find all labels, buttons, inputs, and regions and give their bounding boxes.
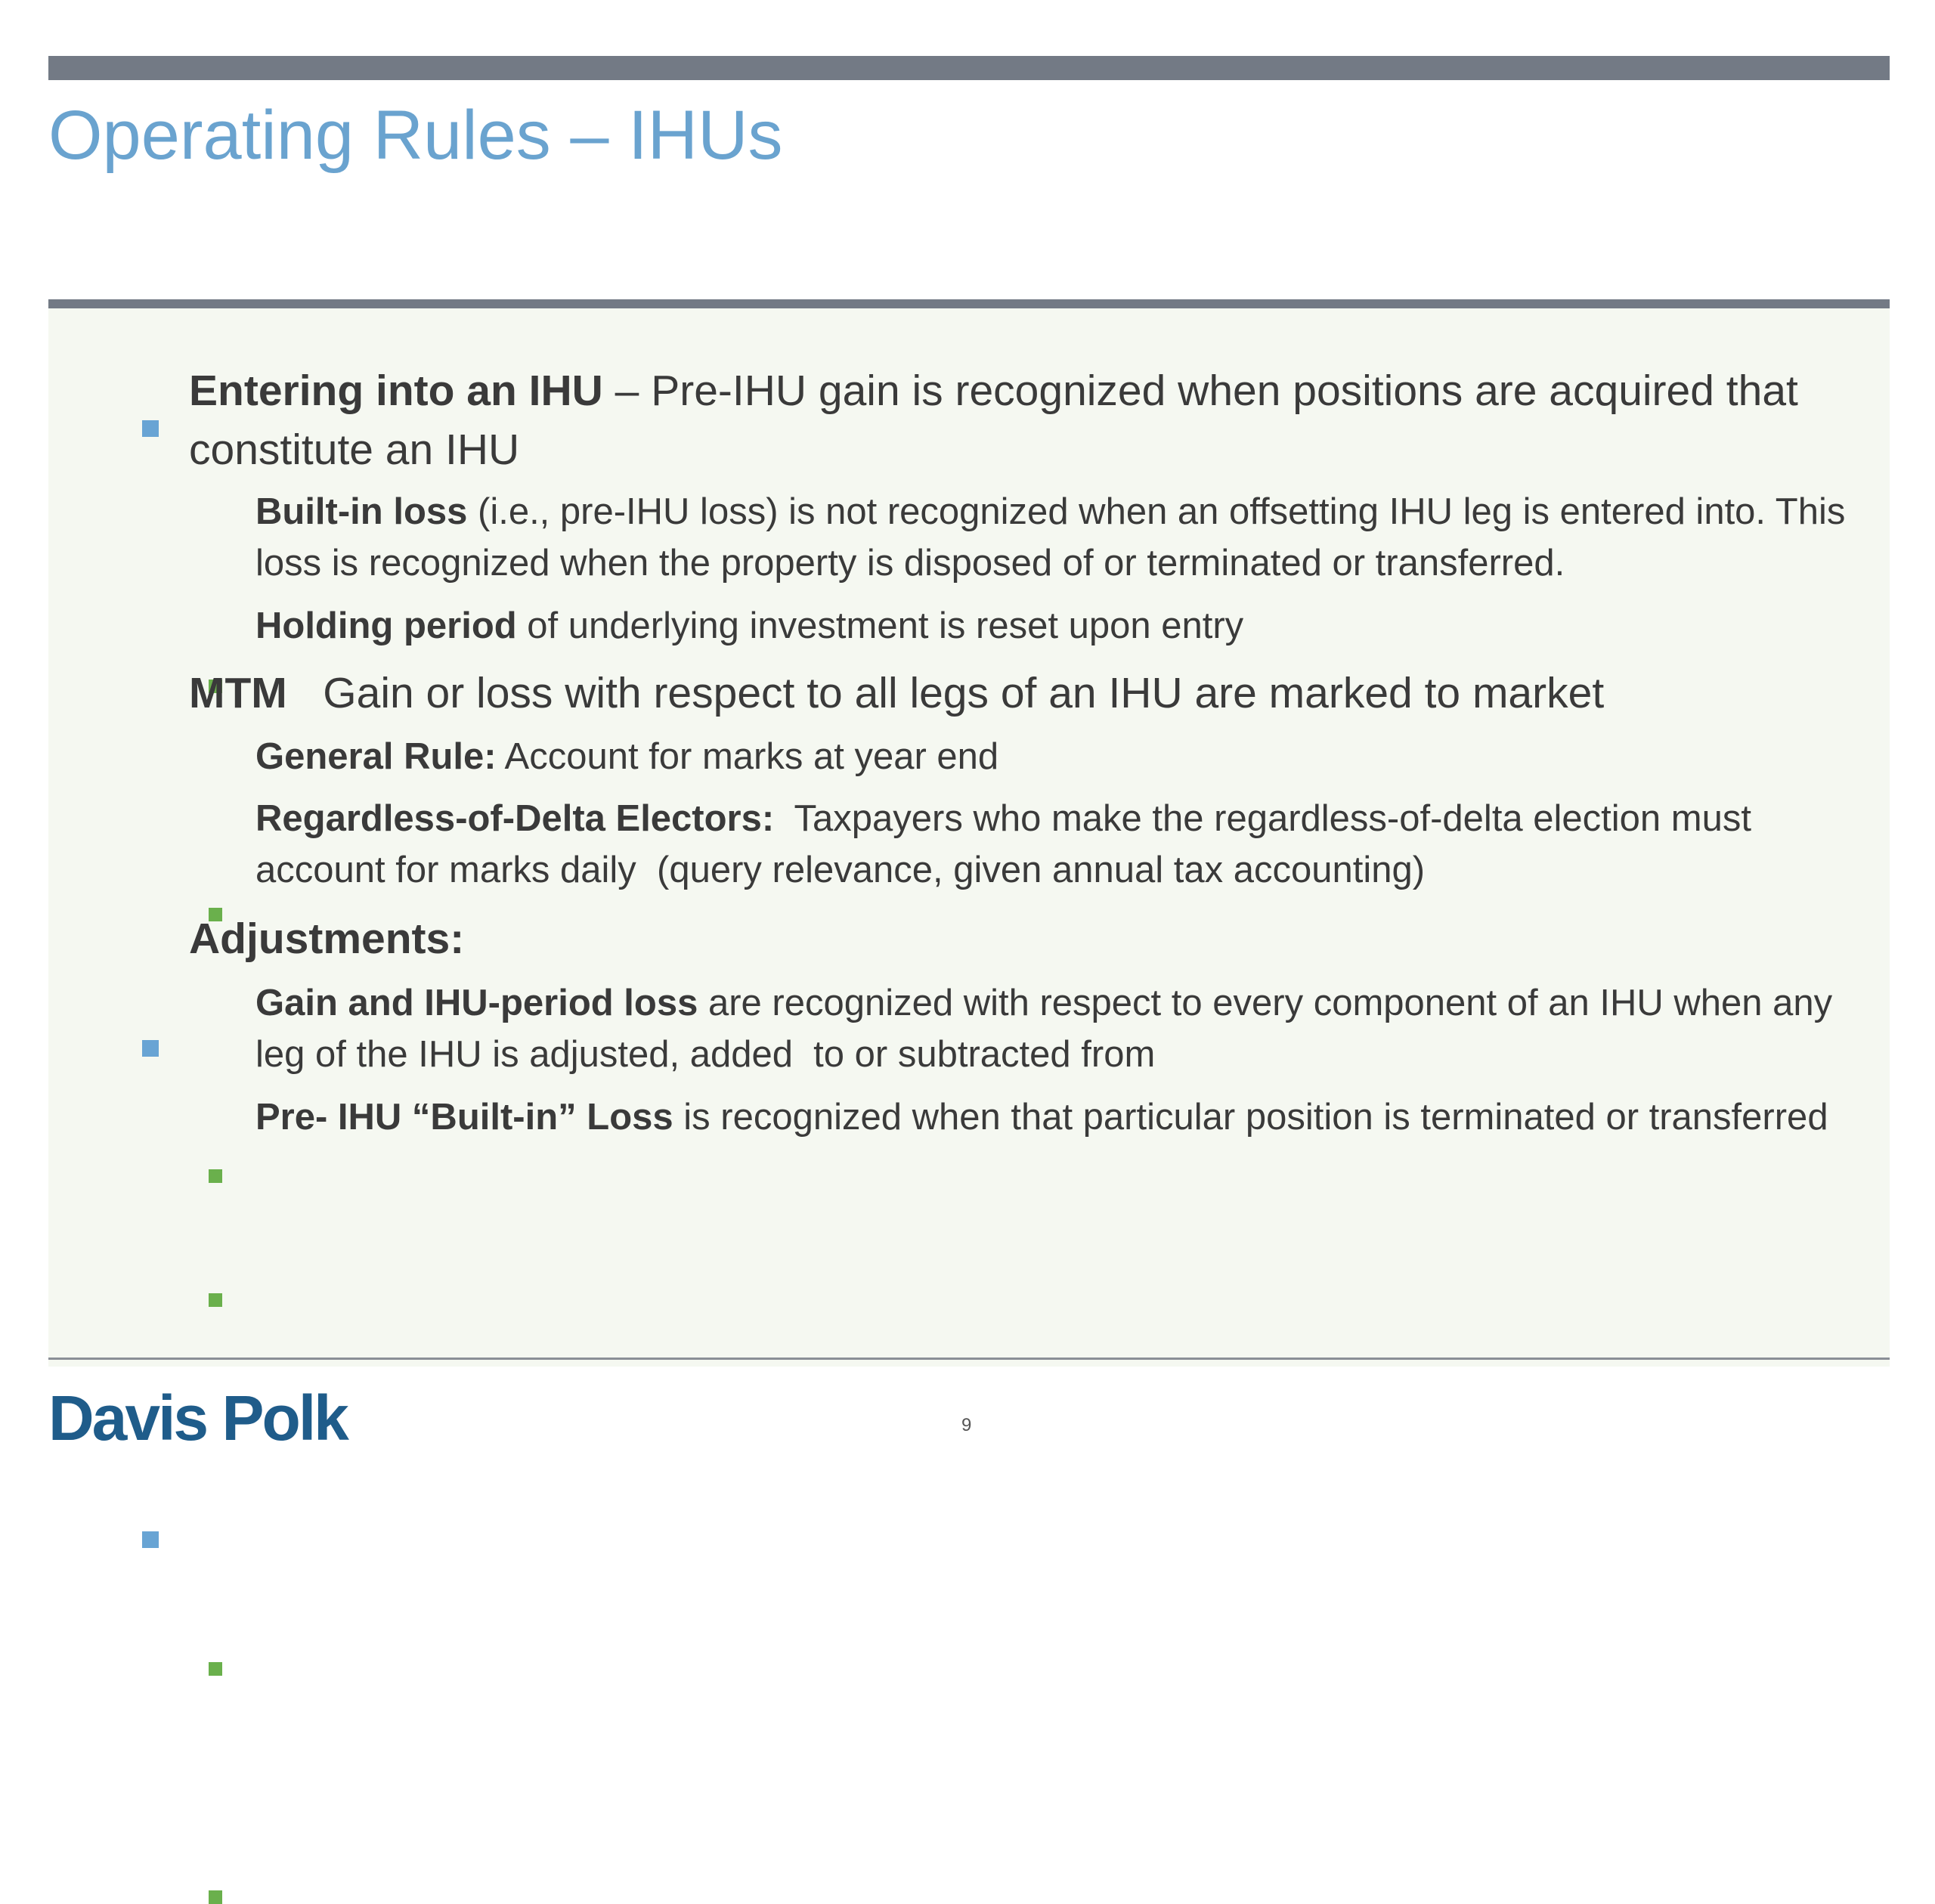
bullet-heading: Pre- IHU “Built-in” Loss [255, 1097, 673, 1138]
bullet-text [255, 731, 1872, 782]
content-panel [48, 299, 1890, 1367]
bullet-text [255, 793, 1872, 896]
header-rule [48, 56, 1890, 80]
bullet-mtm [142, 664, 1865, 723]
square-bullet-icon [209, 1662, 222, 1676]
bullet-body: are recognized with respect to every component of an IHU when any leg of the IHU is adjusted, added to or subtracted from [255, 983, 1843, 1075]
bullet-body: of underlying investment is reset upon entry [516, 605, 1244, 646]
bullet-body: Taxpayers who make the regardless-of-delta election must account for marks daily (query relevance, given annual tax accounting) [255, 798, 1762, 890]
bullet-heading: Built-in loss [255, 491, 468, 532]
bullet-adjustments [142, 909, 1865, 968]
bullet-heading: MTM [189, 669, 287, 717]
davis-polk-logo: Davis Polk [48, 1382, 347, 1454]
bullet-body: Account for marks at year end [496, 736, 999, 777]
bullet-heading: Entering into an IHU [189, 367, 603, 415]
bullet-text [255, 486, 1872, 589]
bullet-body: Gain or loss with respect to all legs of an IHU are marked to market [286, 669, 1605, 717]
sub-bullet-general-rule [209, 731, 1872, 782]
bullet-entering-ihu [142, 361, 1865, 479]
bullet-heading: Adjustments: [189, 915, 465, 963]
square-bullet-icon [142, 1531, 159, 1548]
square-bullet-icon [142, 420, 159, 437]
bullet-body: – Pre-IHU gain is recognized when positions are acquired that constitute an IHU [189, 367, 1798, 474]
bullet-text [255, 1091, 1872, 1143]
sub-bullet-built-in-loss [209, 486, 1872, 589]
bullet-heading: General Rule: [255, 736, 497, 777]
bullet-heading: Gain and IHU-period loss [255, 983, 698, 1023]
page-number: 9 [961, 1415, 972, 1435]
square-bullet-icon [209, 1169, 222, 1183]
bullet-text [255, 977, 1872, 1080]
bullet-text [255, 600, 1872, 652]
bullet-text [189, 909, 1865, 968]
square-bullet-icon [209, 1890, 222, 1904]
bullet-body: is recognized when that particular position is terminated or transferred [673, 1097, 1828, 1138]
bullet-heading: Regardless-of-Delta Electors: [255, 798, 775, 839]
square-bullet-icon [209, 1293, 222, 1307]
bullet-heading: Holding period [255, 605, 517, 646]
sub-bullet-pre-ihu-built-in-loss [209, 1091, 1872, 1143]
slide-title: Operating Rules – IHUs [48, 97, 783, 174]
bullet-body: (i.e., pre-IHU loss) is not recognized when an offsetting IHU leg is entered into. This loss is recognized when the property is disposed of or terminated or transferred. [255, 491, 1846, 584]
bullet-text [189, 664, 1865, 723]
sub-bullet-gain-ihu-period-loss [209, 977, 1872, 1080]
sub-bullet-holding-period [209, 600, 1872, 652]
bullet-text [189, 361, 1865, 479]
footer-rule [48, 1358, 1890, 1360]
sub-bullet-regardless-of-delta [209, 793, 1872, 896]
square-bullet-icon [142, 1040, 159, 1057]
